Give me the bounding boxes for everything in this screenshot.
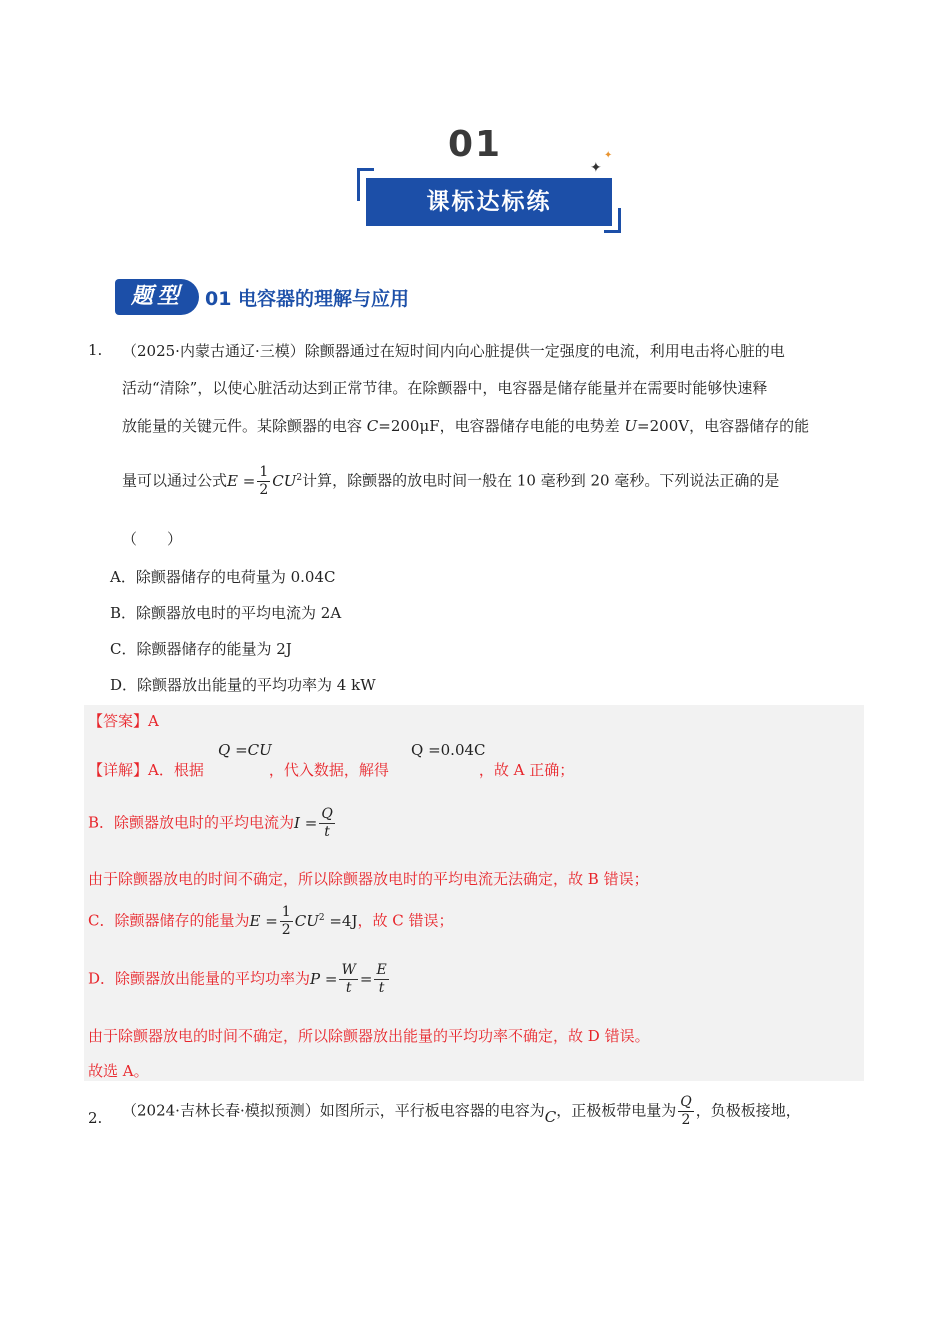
type-title: 01 电容器的理解与应用 [205, 288, 410, 310]
question-line: 量可以通过公式E = $\frac{1}{2}$ $CU^2$计算，除颤器的放电时间一般在 10 毫秒到 20 毫秒。下列说法正确的是 [122, 464, 780, 498]
detail-b: B．除颤器放电时的平均电流为I = $\frac{Q}{t}$ [88, 806, 333, 840]
question-line: （2025·内蒙古通辽·三模）除颤器通过在短时间内向心脏提供一定强度的电流，利用电击将心脏的电 [122, 342, 785, 360]
question-number: 2. [88, 1109, 103, 1127]
conclusion: 故选 A。 [88, 1062, 149, 1080]
option-c: C．除颤器储存的能量为 2J [110, 640, 292, 658]
formula-q-cu: Q =CU [218, 741, 272, 759]
detail-d: D．除颤器放出能量的平均功率为P = $\frac{W}{t}$ = $\frac{E}{t}$ [88, 962, 387, 996]
answer-paren: （ ） [122, 530, 183, 548]
option-d: D．除颤器放出能量的平均功率为 4 kW [110, 676, 376, 694]
type-tag: 题型 [115, 279, 199, 315]
banner-bracket-right [604, 208, 621, 233]
detail-a: 【详解】A．根据 ，代入数据，解得 ，故 A 正确； [88, 761, 575, 779]
option-a: A．除颤器储存的电荷量为 0.04C [110, 568, 336, 586]
detail-c: C．除颤器储存的能量为E = $\frac{1}{2}$ $CU^2 =4J$，故 C 错误； [88, 904, 454, 938]
sparkle-small-icon: ✦ [604, 150, 613, 161]
formula-energy: E = $\frac{1}{2}$ $CU^2$ [227, 464, 303, 498]
section-number: 01 [447, 124, 503, 165]
question-number: 1. [88, 341, 103, 359]
sparkle-icon: ✦ [590, 160, 602, 176]
question-line: 放能量的关键元件。某除颤器的电容 C=200μF，电容器储存电能的电势差 U=200V，电容器储存的能 [122, 417, 810, 435]
detail-b-reason: 由于除颤器放电的时间不确定，所以除颤器放电时的平均电流无法确定，故 B 错误； [88, 870, 649, 888]
detail-d-reason: 由于除颤器放电的时间不确定，所以除颤器放出能量的平均功率不确定，故 D 错误。 [88, 1027, 650, 1045]
section-title: 课标达标练 [366, 178, 612, 226]
question-line: 活动“清除”，以使心脏活动达到正常节律。在除颤器中，电容器是储存能量并在需要时能够快速释 [122, 379, 768, 397]
answer-line: 【答案】A [88, 712, 159, 730]
question-line: （2024·吉林长春·模拟预测）如图所示，平行板电容器的电容为C，正极板带电量为 $\frac{Q}{2}$ ，负极板接地， [122, 1094, 801, 1128]
formula-q-value: Q =0.04C [411, 741, 486, 759]
option-b: B．除颤器放电时的平均电流为 2A [110, 604, 342, 622]
